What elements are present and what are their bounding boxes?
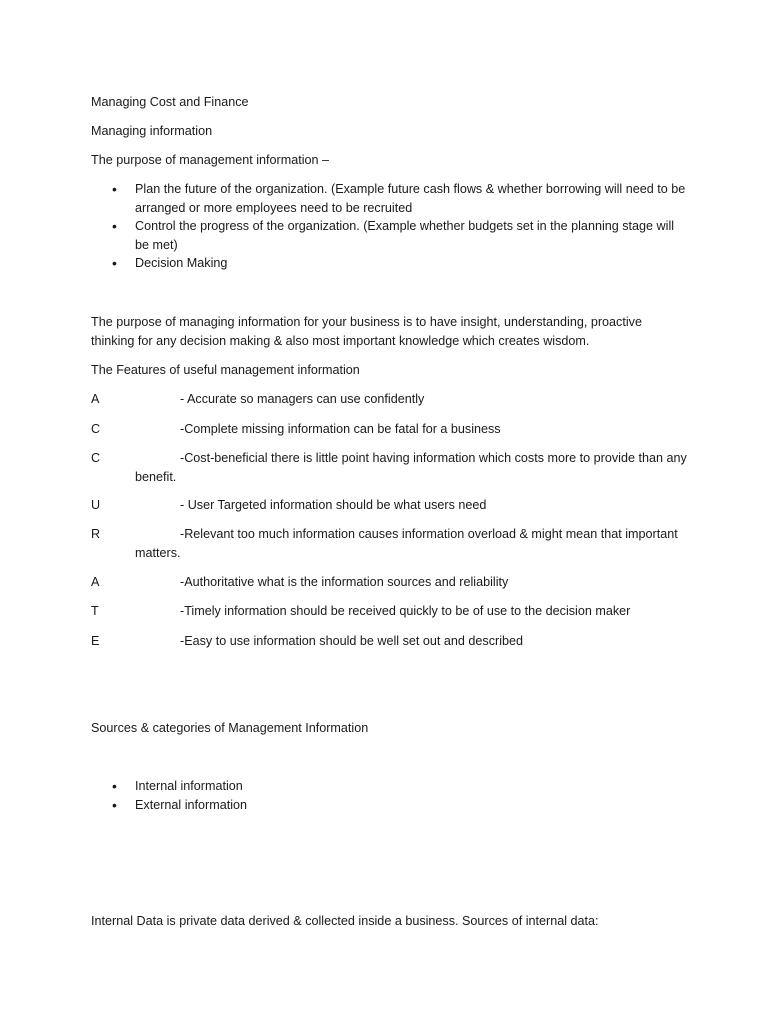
feature-letter: R [91, 527, 101, 541]
feature-text: -Relevant too much information causes information overload & might mean that important matters. [135, 527, 678, 560]
bullet-icon: • [112, 796, 117, 813]
list-item [91, 796, 691, 815]
document-title: Managing Cost and Finance [91, 95, 249, 109]
feature-text: -Authoritative what is the information sources and reliability [180, 575, 509, 589]
list-item-text: Plan the future of the organization. (Example future cash flows & whether borrowing will need to be arranged or more employees need to be recruited [135, 182, 686, 215]
feature-row [91, 420, 691, 439]
feature-letter: E [91, 634, 100, 648]
feature-letter: T [91, 604, 99, 618]
feature-text: - Accurate so managers can use confidently [180, 392, 425, 406]
list-item [91, 254, 691, 273]
feature-row [91, 573, 691, 592]
bullet-icon: • [112, 181, 117, 197]
feature-letter: C [91, 451, 101, 465]
list-item-text: External information [135, 797, 247, 812]
feature-row [91, 632, 691, 651]
list-item-text: Internal information [135, 779, 243, 793]
feature-text: - User Targeted information should be what users need [180, 498, 487, 512]
bullet-icon: • [112, 778, 117, 794]
feature-row [91, 496, 691, 515]
list-item-text: Decision Making [135, 256, 228, 270]
list-item [91, 777, 691, 796]
feature-row [91, 602, 691, 621]
feature-text: -Easy to use information should be well set out and described [180, 634, 524, 648]
internal-data-paragraph: Internal Data is private data derived & collected inside a business. Sources of internal data: [91, 914, 599, 928]
purpose-heading: The purpose of management information – [91, 153, 330, 167]
feature-row [91, 390, 691, 409]
managing-paragraph: The purpose of managing information for your business is to have insight, understanding, proactive thinking for any decision making & also most important knowledge which creates wisdom. [91, 315, 642, 348]
feature-row [91, 525, 691, 562]
feature-letter: U [91, 498, 101, 512]
feature-text: -Timely information should be received quickly to be of use to the decision maker [180, 604, 631, 618]
list-item-text: Control the progress of the organization. (Example whether budgets set in the planning stage will be met) [135, 219, 675, 252]
bullet-icon: • [112, 218, 117, 234]
bullet-icon: • [112, 255, 117, 271]
list-item [91, 217, 691, 254]
feature-letter: A [91, 392, 100, 406]
sources-heading: Sources & categories of Management Information [91, 721, 369, 735]
feature-row [91, 449, 691, 486]
list-item [91, 180, 691, 217]
purpose-list [91, 180, 691, 273]
document-subtitle: Managing information [91, 124, 213, 138]
features-heading: The Features of useful management information [91, 363, 360, 377]
feature-letter: A [91, 575, 100, 589]
feature-text: -Cost-beneficial there is little point having information which costs more to provide than any benefit. [135, 451, 687, 484]
feature-letter: C [91, 422, 101, 436]
feature-text: -Complete missing information can be fatal for a business [180, 422, 501, 436]
sources-list [91, 777, 691, 814]
